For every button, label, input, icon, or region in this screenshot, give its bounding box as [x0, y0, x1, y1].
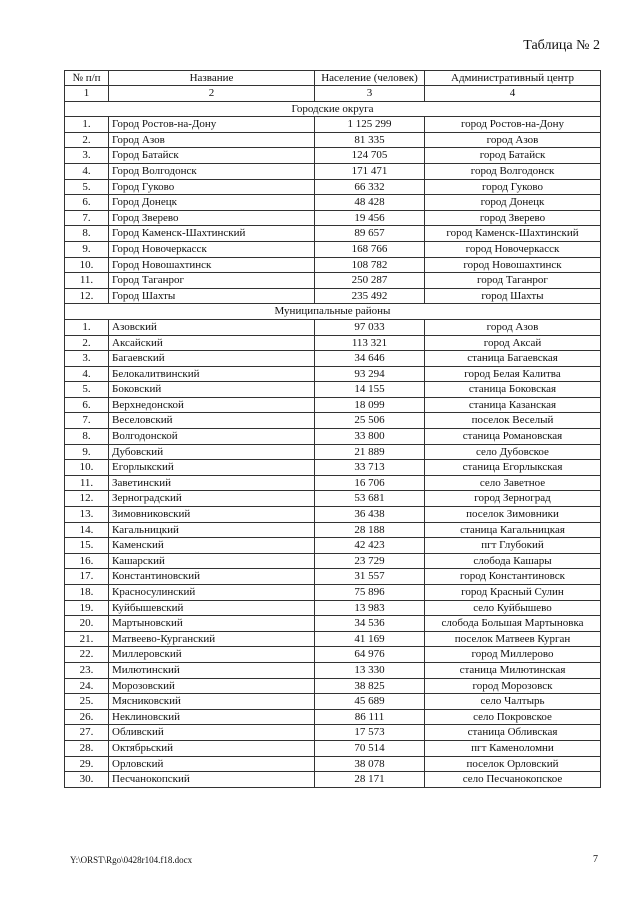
row-admin-center: село Покровское: [425, 709, 601, 725]
row-name: Мясниковский: [109, 694, 315, 710]
row-name: Город Новошахтинск: [109, 257, 315, 273]
table-row: [65, 522, 601, 538]
footer-file-path: Y:\ORST\Rgo\0428r104.f18.docx: [70, 855, 193, 865]
row-population: 28 171: [315, 772, 425, 788]
table-row: [65, 148, 601, 164]
row-number: 2.: [65, 335, 109, 351]
row-admin-center: село Куйбышево: [425, 600, 601, 616]
row-number: 29.: [65, 756, 109, 772]
row-number: 14.: [65, 522, 109, 538]
row-population: 34 536: [315, 616, 425, 632]
row-name: Город Азов: [109, 132, 315, 148]
row-number: 12.: [65, 491, 109, 507]
row-number: 4.: [65, 366, 109, 382]
row-admin-center: город Таганрог: [425, 273, 601, 289]
row-number: 5.: [65, 179, 109, 195]
row-population: 171 471: [315, 163, 425, 179]
row-name: Город Батайск: [109, 148, 315, 164]
row-name: Неклиновский: [109, 709, 315, 725]
row-admin-center: станица Милютинская: [425, 662, 601, 678]
table-row: [65, 163, 601, 179]
column-number: 4: [425, 86, 601, 102]
row-population: 93 294: [315, 366, 425, 382]
row-name: Кагальницкий: [109, 522, 315, 538]
row-name: Город Ростов-на-Дону: [109, 117, 315, 133]
row-admin-center: город Азов: [425, 319, 601, 335]
row-number: 30.: [65, 772, 109, 788]
row-name: Дубовский: [109, 444, 315, 460]
table-row: [65, 397, 601, 413]
row-number: 22.: [65, 647, 109, 663]
row-name: Зимовниковский: [109, 507, 315, 523]
row-name: Милютинский: [109, 662, 315, 678]
row-number: 13.: [65, 507, 109, 523]
row-name: Орловский: [109, 756, 315, 772]
row-admin-center: село Дубовское: [425, 444, 601, 460]
table-row: [65, 616, 601, 632]
row-population: 45 689: [315, 694, 425, 710]
table-body: [65, 101, 601, 787]
row-number: 19.: [65, 600, 109, 616]
row-name: Кашарский: [109, 553, 315, 569]
row-name: Город Каменск-Шахтинский: [109, 226, 315, 242]
table-row: [65, 647, 601, 663]
row-population: 38 825: [315, 678, 425, 694]
row-admin-center: станица Боковская: [425, 382, 601, 398]
row-name: Город Донецк: [109, 195, 315, 211]
table-row: [65, 319, 601, 335]
section-title: Муниципальные районы: [65, 304, 601, 320]
row-name: Верхнедонской: [109, 397, 315, 413]
table-row: [65, 195, 601, 211]
table-row: [65, 179, 601, 195]
row-population: 42 423: [315, 538, 425, 554]
table-row: [65, 694, 601, 710]
header-row: [65, 71, 601, 86]
row-name: Красносулинский: [109, 585, 315, 601]
table-row: [65, 538, 601, 554]
row-population: 86 111: [315, 709, 425, 725]
row-number: 8.: [65, 226, 109, 242]
row-admin-center: станица Обливская: [425, 725, 601, 741]
row-name: Город Волгодонск: [109, 163, 315, 179]
row-number: 27.: [65, 725, 109, 741]
table-row: [65, 460, 601, 476]
row-population: 81 335: [315, 132, 425, 148]
row-name: Багаевский: [109, 351, 315, 367]
row-population: 250 287: [315, 273, 425, 289]
table-row: [65, 351, 601, 367]
row-number: 1.: [65, 117, 109, 133]
table-row: [65, 709, 601, 725]
row-population: 97 033: [315, 319, 425, 335]
row-population: 89 657: [315, 226, 425, 242]
row-name: Морозовский: [109, 678, 315, 694]
row-population: 168 766: [315, 241, 425, 257]
row-number: 1.: [65, 319, 109, 335]
row-number: 28.: [65, 740, 109, 756]
row-number: 3.: [65, 148, 109, 164]
row-name: Октябрьский: [109, 740, 315, 756]
row-name: Миллеровский: [109, 647, 315, 663]
row-name: Белокалитвинский: [109, 366, 315, 382]
row-name: Веселовский: [109, 413, 315, 429]
row-admin-center: село Песчанокопское: [425, 772, 601, 788]
table-row: [65, 429, 601, 445]
row-population: 16 706: [315, 475, 425, 491]
row-admin-center: город Волгодонск: [425, 163, 601, 179]
row-population: 25 506: [315, 413, 425, 429]
row-population: 108 782: [315, 257, 425, 273]
column-numbers-row: [65, 86, 601, 102]
row-admin-center: станица Багаевская: [425, 351, 601, 367]
row-admin-center: станица Кагальницкая: [425, 522, 601, 538]
row-admin-center: город Морозовск: [425, 678, 601, 694]
row-admin-center: город Зерноград: [425, 491, 601, 507]
row-admin-center: село Чалтырь: [425, 694, 601, 710]
row-admin-center: село Заветное: [425, 475, 601, 491]
row-number: 20.: [65, 616, 109, 632]
row-admin-center: город Миллерово: [425, 647, 601, 663]
row-number: 8.: [65, 429, 109, 445]
row-admin-center: город Шахты: [425, 288, 601, 304]
table-row: [65, 725, 601, 741]
row-admin-center: поселок Орловский: [425, 756, 601, 772]
row-admin-center: пгт Каменоломни: [425, 740, 601, 756]
row-admin-center: слобода Большая Мартыновка: [425, 616, 601, 632]
row-admin-center: город Батайск: [425, 148, 601, 164]
row-number: 15.: [65, 538, 109, 554]
table-row: [65, 210, 601, 226]
row-number: 9.: [65, 241, 109, 257]
row-number: 7.: [65, 210, 109, 226]
table-row: [65, 662, 601, 678]
row-admin-center: город Гуково: [425, 179, 601, 195]
row-population: 33 713: [315, 460, 425, 476]
table-row: [65, 585, 601, 601]
table-row: [65, 117, 601, 133]
table-row: [65, 475, 601, 491]
row-admin-center: город Аксай: [425, 335, 601, 351]
row-population: 28 188: [315, 522, 425, 538]
row-name: Азовский: [109, 319, 315, 335]
row-name: Город Новочеркасск: [109, 241, 315, 257]
column-number: 2: [109, 86, 315, 102]
row-number: 7.: [65, 413, 109, 429]
row-admin-center: поселок Матвеев Курган: [425, 631, 601, 647]
row-number: 21.: [65, 631, 109, 647]
table-row: [65, 569, 601, 585]
row-name: Заветинский: [109, 475, 315, 491]
row-name: Мартыновский: [109, 616, 315, 632]
header-population: Население (человек): [315, 71, 425, 86]
row-number: 6.: [65, 397, 109, 413]
row-admin-center: город Константиновск: [425, 569, 601, 585]
table-row: [65, 553, 601, 569]
table-row: [65, 273, 601, 289]
row-number: 10.: [65, 257, 109, 273]
row-admin-center: город Каменск-Шахтинский: [425, 226, 601, 242]
table-row: [65, 382, 601, 398]
row-admin-center: город Азов: [425, 132, 601, 148]
table-row: [65, 226, 601, 242]
table-row: [65, 756, 601, 772]
row-admin-center: город Новочеркасск: [425, 241, 601, 257]
row-number: 6.: [65, 195, 109, 211]
row-number: 17.: [65, 569, 109, 585]
row-population: 53 681: [315, 491, 425, 507]
row-population: 21 889: [315, 444, 425, 460]
row-name: Город Таганрог: [109, 273, 315, 289]
table-row: [65, 507, 601, 523]
row-population: 48 428: [315, 195, 425, 211]
row-admin-center: станица Романовская: [425, 429, 601, 445]
row-population: 33 800: [315, 429, 425, 445]
row-number: 9.: [65, 444, 109, 460]
section-title: Городские округа: [65, 101, 601, 117]
row-name: Матвеево-Курганский: [109, 631, 315, 647]
row-admin-center: поселок Веселый: [425, 413, 601, 429]
page-number: 7: [593, 854, 598, 865]
row-name: Аксайский: [109, 335, 315, 351]
section-header-row: [65, 101, 601, 117]
row-population: 124 705: [315, 148, 425, 164]
population-table: [64, 70, 601, 788]
row-population: 34 646: [315, 351, 425, 367]
row-name: Песчанокопский: [109, 772, 315, 788]
row-name: Обливский: [109, 725, 315, 741]
row-number: 24.: [65, 678, 109, 694]
table-row: [65, 740, 601, 756]
row-name: Зерноградский: [109, 491, 315, 507]
table-row: [65, 132, 601, 148]
row-population: 113 321: [315, 335, 425, 351]
table-caption: Таблица № 2: [523, 38, 600, 53]
row-population: 23 729: [315, 553, 425, 569]
table-row: [65, 631, 601, 647]
header-center: Административный центр: [425, 71, 601, 86]
row-number: 3.: [65, 351, 109, 367]
row-population: 36 438: [315, 507, 425, 523]
row-admin-center: город Донецк: [425, 195, 601, 211]
header-name: Название: [109, 71, 315, 86]
row-population: 17 573: [315, 725, 425, 741]
row-population: 64 976: [315, 647, 425, 663]
header-num: № п/п: [65, 71, 109, 86]
row-population: 41 169: [315, 631, 425, 647]
row-population: 14 155: [315, 382, 425, 398]
table-row: [65, 335, 601, 351]
row-number: 10.: [65, 460, 109, 476]
row-admin-center: город Белая Калитва: [425, 366, 601, 382]
row-number: 2.: [65, 132, 109, 148]
table-row: [65, 444, 601, 460]
row-admin-center: город Новошахтинск: [425, 257, 601, 273]
row-admin-center: поселок Зимовники: [425, 507, 601, 523]
table-row: [65, 600, 601, 616]
table-row: [65, 241, 601, 257]
row-population: 31 557: [315, 569, 425, 585]
row-name: Город Зверево: [109, 210, 315, 226]
section-header-row: [65, 304, 601, 320]
row-name: Волгодонской: [109, 429, 315, 445]
row-admin-center: слобода Кашары: [425, 553, 601, 569]
row-population: 66 332: [315, 179, 425, 195]
row-population: 235 492: [315, 288, 425, 304]
table-row: [65, 257, 601, 273]
row-population: 70 514: [315, 740, 425, 756]
row-name: Каменский: [109, 538, 315, 554]
row-population: 13 330: [315, 662, 425, 678]
row-number: 11.: [65, 273, 109, 289]
table-row: [65, 491, 601, 507]
row-admin-center: город Ростов-на-Дону: [425, 117, 601, 133]
table-row: [65, 366, 601, 382]
row-population: 38 078: [315, 756, 425, 772]
row-number: 23.: [65, 662, 109, 678]
row-admin-center: станица Егорлыкская: [425, 460, 601, 476]
row-name: Город Шахты: [109, 288, 315, 304]
row-population: 1 125 299: [315, 117, 425, 133]
row-number: 26.: [65, 709, 109, 725]
row-number: 25.: [65, 694, 109, 710]
row-population: 75 896: [315, 585, 425, 601]
row-number: 5.: [65, 382, 109, 398]
row-population: 19 456: [315, 210, 425, 226]
table-row: [65, 678, 601, 694]
row-admin-center: пгт Глубокий: [425, 538, 601, 554]
row-number: 12.: [65, 288, 109, 304]
row-number: 4.: [65, 163, 109, 179]
row-name: Боковский: [109, 382, 315, 398]
column-number: 3: [315, 86, 425, 102]
row-name: Город Гуково: [109, 179, 315, 195]
table-row: [65, 772, 601, 788]
row-admin-center: город Зверево: [425, 210, 601, 226]
row-number: 16.: [65, 553, 109, 569]
row-admin-center: станица Казанская: [425, 397, 601, 413]
row-name: Константиновский: [109, 569, 315, 585]
row-number: 11.: [65, 475, 109, 491]
row-population: 18 099: [315, 397, 425, 413]
table-row: [65, 288, 601, 304]
row-name: Егорлыкский: [109, 460, 315, 476]
row-name: Куйбышевский: [109, 600, 315, 616]
row-population: 13 983: [315, 600, 425, 616]
column-number: 1: [65, 86, 109, 102]
row-number: 18.: [65, 585, 109, 601]
table-row: [65, 413, 601, 429]
row-admin-center: город Красный Сулин: [425, 585, 601, 601]
